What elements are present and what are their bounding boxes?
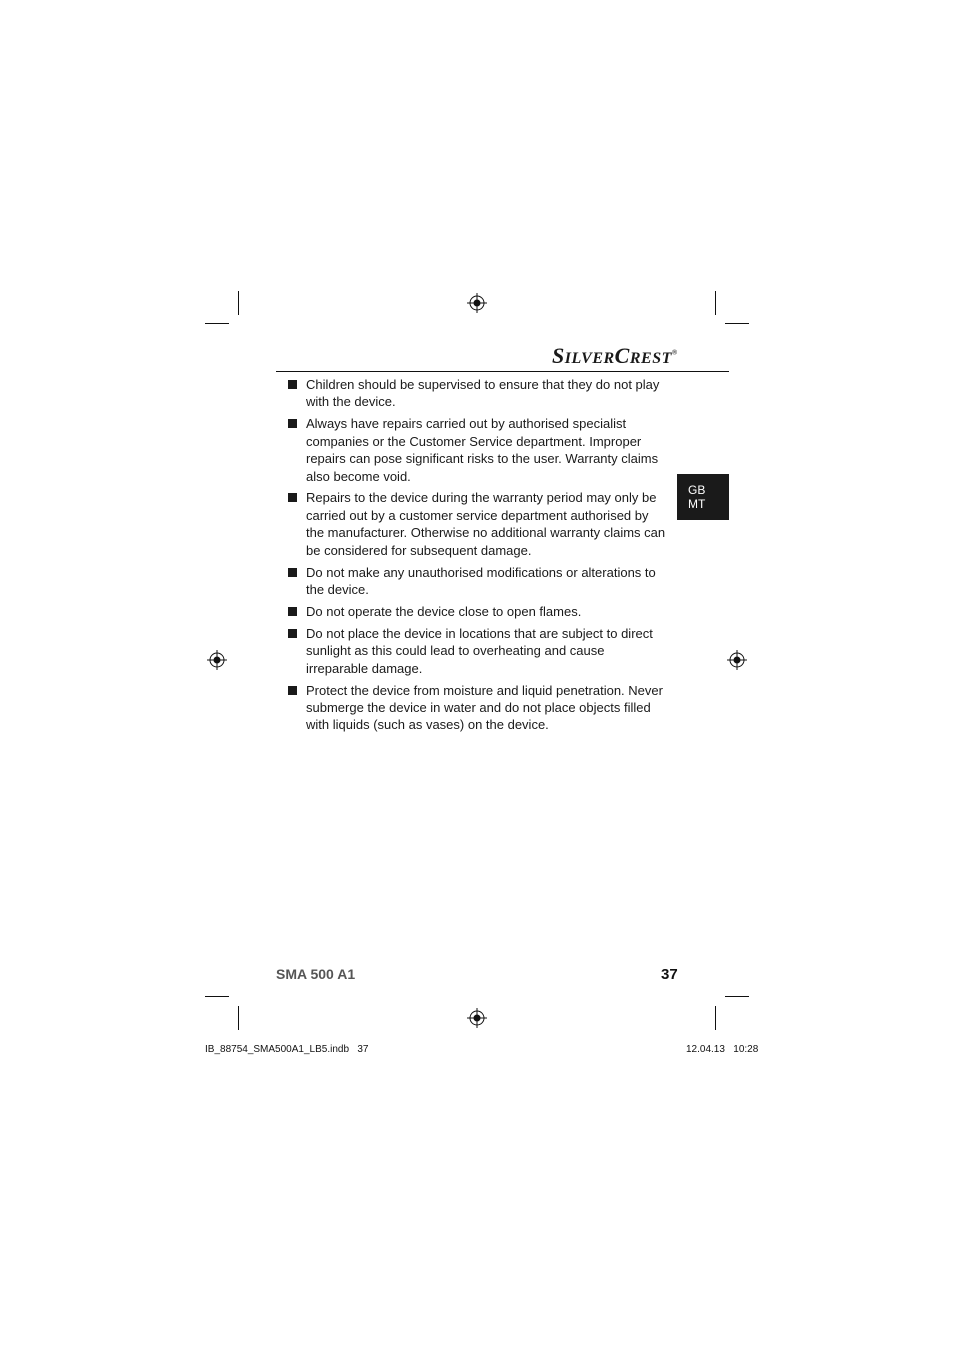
list-item-text: Do not place the device in locations that are subject to direct sunlight as this could lead to overheating and cause irreparable damage. (306, 625, 653, 676)
registered-mark: ® (671, 348, 678, 357)
list-item-text: Protect the device from moisture and liquid penetration. Never submerge the device in water and do not place objects filled with liquids (such as vases) on the device. (306, 682, 663, 733)
language-code: MT (688, 497, 706, 511)
header-rule (276, 371, 729, 372)
list-item (288, 682, 670, 734)
list-item (288, 625, 670, 677)
crop-mark (205, 323, 229, 324)
brand-letter: S (552, 343, 565, 368)
bullet-square-icon (288, 629, 297, 638)
list-item (288, 489, 670, 559)
list-item-text: Repairs to the device during the warranty period may only be carried out by a customer service department authorised by the manufacturer. Otherwise no additional warranty claims can be considered for subsequent damage. (306, 490, 666, 558)
print-slug-date: 12.04.13 10:28 (686, 1044, 759, 1055)
crop-mark (725, 996, 749, 997)
registration-mark-icon (727, 650, 747, 670)
list-item-text: Children should be supervised to ensure that they do not play with the device. (306, 377, 660, 410)
registration-mark-icon (467, 293, 487, 313)
brand-logo (552, 343, 678, 369)
model-name: SMA 500 A1 (276, 966, 356, 982)
list-item (288, 564, 670, 599)
print-slug-file: IB_88754_SMA500A1_LB5.indb 37 (205, 1044, 369, 1055)
bullet-square-icon (288, 568, 297, 577)
registration-mark-icon (207, 650, 227, 670)
brand-letter: C (614, 343, 630, 368)
bullet-square-icon (288, 419, 297, 428)
list-item-text: Do not make any unauthorised modifications or alterations to the device. (306, 564, 656, 597)
bullet-square-icon (288, 493, 297, 502)
bullet-square-icon (288, 607, 297, 616)
list-item (288, 603, 670, 620)
crop-mark (725, 323, 749, 324)
page-number: 37 (661, 966, 678, 983)
bullet-square-icon (288, 686, 297, 695)
bullet-square-icon (288, 380, 297, 389)
list-item-text: Do not operate the device close to open flames. (306, 603, 582, 619)
brand-letters: REST (629, 350, 672, 367)
list-item-text: Always have repairs carried out by authorised specialist companies or the Customer Service department. Improper repairs can pose significant risks to the user. Warranty claims also become void. (306, 416, 659, 484)
crop-mark (205, 996, 229, 997)
registration-mark-icon (467, 1008, 487, 1028)
crop-mark (715, 1006, 716, 1030)
crop-mark (715, 291, 716, 315)
language-code: GB (688, 483, 706, 497)
crop-mark (238, 291, 239, 315)
list-item (288, 376, 670, 411)
list-item (288, 415, 670, 485)
language-tab (677, 474, 729, 520)
crop-mark (238, 1006, 239, 1030)
brand-letters: ILVER (564, 350, 615, 367)
safety-instructions-list (288, 376, 670, 738)
